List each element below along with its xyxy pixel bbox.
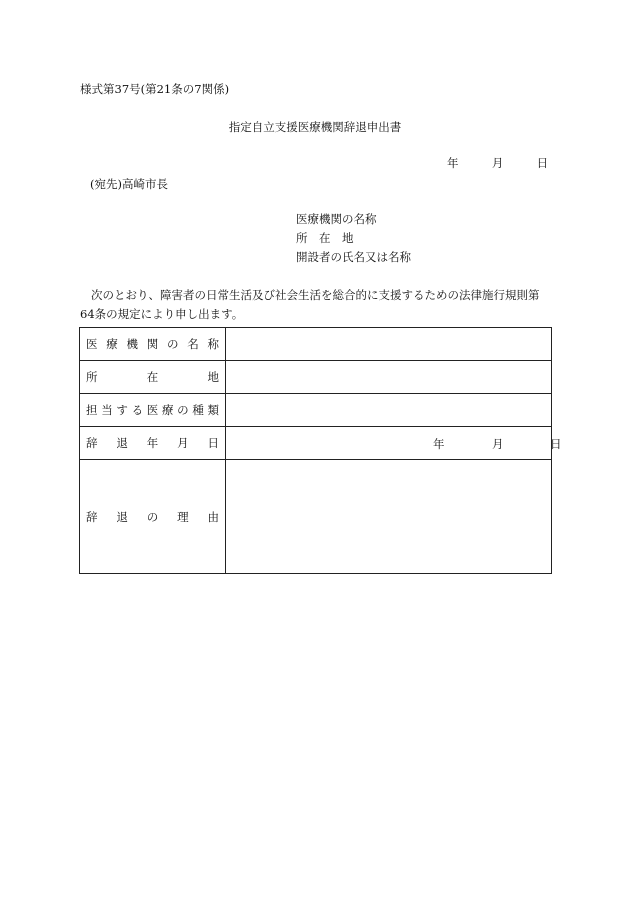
label-char: 医 [146,403,159,417]
label-char: 由 [207,509,219,524]
institution-name-field[interactable] [226,328,552,361]
label-char: 日 [207,436,219,450]
label-char: の [177,403,189,417]
address-cell-label [80,361,226,394]
withdraw-month-label: 月 [492,437,504,451]
label-char: 所 [86,370,98,384]
address-field[interactable] [226,361,552,394]
body-line-1: 次のとおり、障害者の日常生活及び社会生活を総合的に支援するための法律施行規則第 [91,288,540,302]
submission-date [447,155,548,171]
withdraw-year-label: 年 [433,437,445,451]
label-char: 種 [192,403,204,417]
label-char: 機 [126,337,138,351]
table-row-address [80,361,552,394]
label-char: 辞 [86,509,98,524]
label-char: 地 [207,370,219,384]
label-char: 名 [187,337,199,351]
withdraw-date-cell-label [80,427,226,460]
label-char: 当 [101,403,113,417]
institution-name-label: 医療機関の名称 [296,212,377,226]
label-char: 療 [161,403,174,417]
year-label: 年 [447,156,459,170]
label-char: の [167,337,179,351]
label-char: 月 [177,436,189,450]
withdraw-date-field[interactable] [226,427,562,460]
withdraw-day-label: 日 [550,437,562,451]
medical-type-field[interactable] [226,394,552,427]
document-title: 指定自立支援医療機関辞退申出書 [228,120,402,134]
label-char: 辞 [86,436,98,450]
addressee: (宛先)高崎市長 [90,177,168,191]
label-char: 年 [146,436,159,450]
label-char: 類 [207,403,219,417]
address-label: 所 在 地 [296,231,354,245]
day-label: 日 [536,156,549,170]
label-char: 退 [116,436,128,450]
body-line-2: 64条の規定により申し出ます。 [80,307,244,321]
label-char: 理 [177,509,189,524]
month-label: 月 [491,156,504,170]
withdrawal-table [79,327,562,574]
label-char: 称 [207,337,219,351]
table-row-reason [80,460,552,574]
table-row-medical-type [80,394,552,427]
institution-name-cell-label [80,328,226,361]
label-char: 在 [146,370,159,384]
body-text [80,286,560,324]
reason-field[interactable] [226,460,552,574]
table-row-withdraw-date [80,427,552,460]
label-char: 退 [116,509,128,524]
label-char: 療 [106,337,118,351]
label-char: 関 [146,337,159,351]
table-row-name [80,328,552,361]
label-char: の [146,509,159,524]
label-char: る [131,403,144,417]
medical-type-cell-label [80,394,226,427]
label-char: 担 [86,403,98,417]
applicant-block [296,210,411,267]
label-char: 医 [86,337,98,351]
label-char: す [116,403,128,417]
founder-name-label: 開設者の氏名又は名称 [296,250,411,264]
form-number: 様式第37号(第21条の7関係) [80,82,230,96]
reason-cell-label [80,460,226,574]
